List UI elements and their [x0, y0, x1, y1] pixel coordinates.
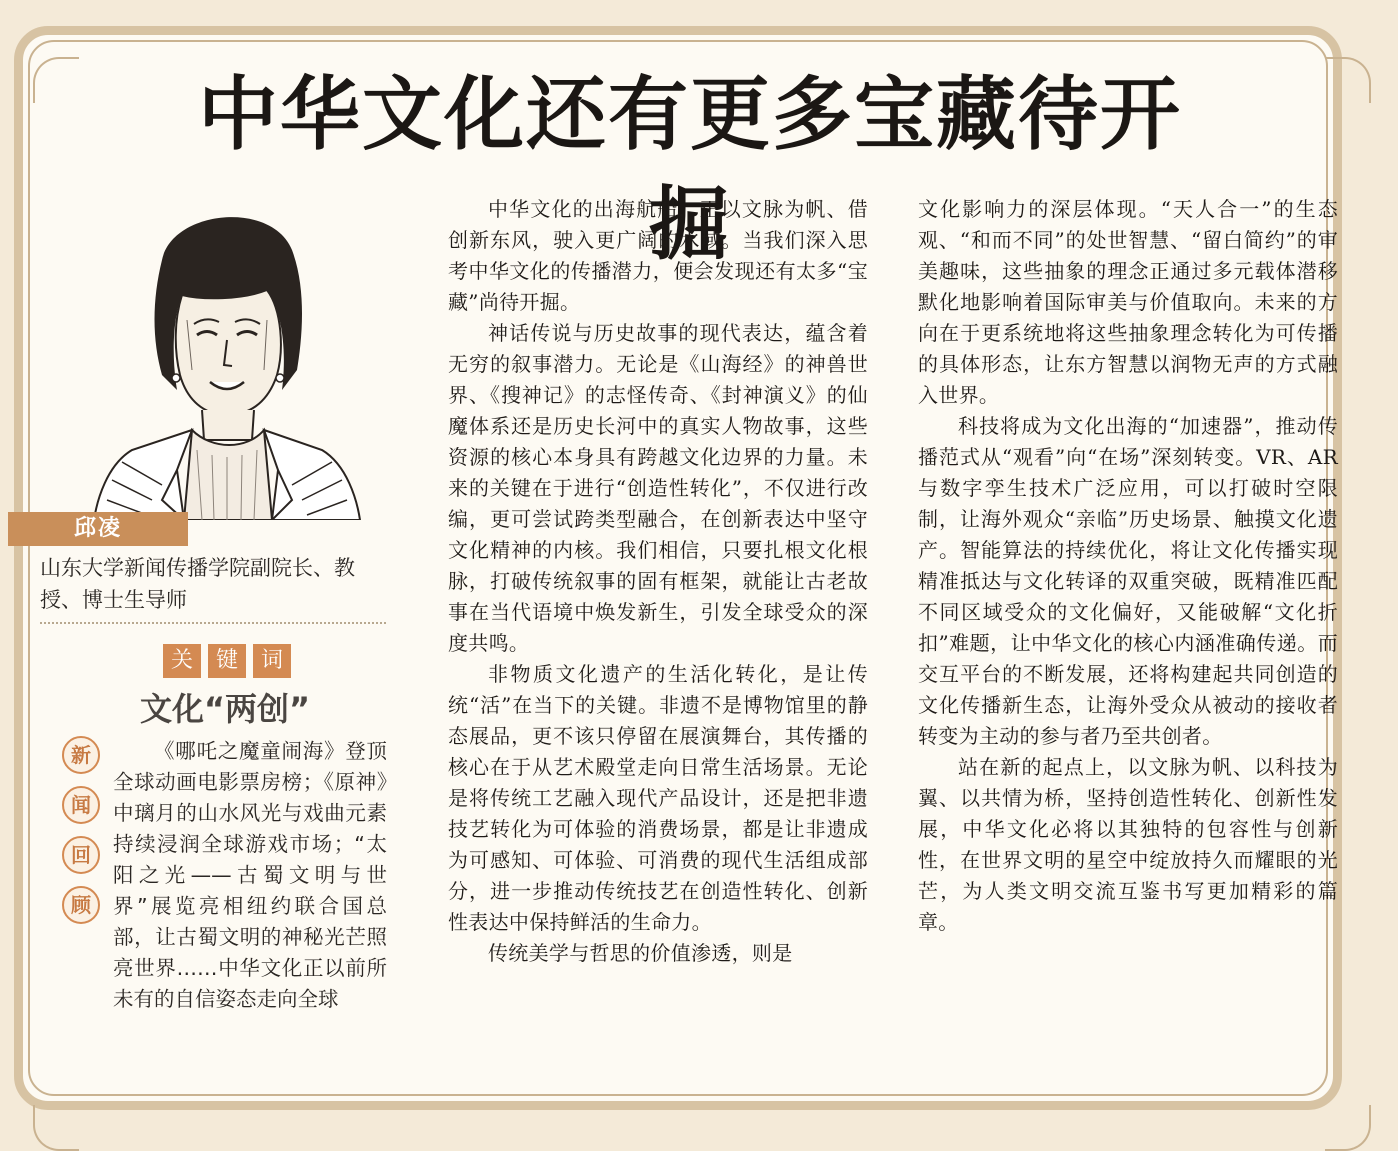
article-paragraph: 文化影响力的深层体现。“天人合一”的生态观、“和而不同”的处世智慧、“留白简约”的审美趣味，这些抽象的理念正通过多元载体潜移默化地影响着国际审美与价值取向。未来的方向在于更系统地将这些抽象理念转化为可传播的具体形态，让东方智慧以润物无声的方式融入世界。	[918, 197, 1338, 407]
news-review-badge: 闻	[62, 786, 100, 824]
article-paragraph: 科技将成为文化出海的“加速器”，推动传播范式从“观看”向“在场”深刻转变。VR、AR与数字孪生技术广泛应用，可以打破时空限制，让海外观众“亲临”历史场景、触摸文化遗产。智能算法的持续优化，将让文化传播实现精准抵达与文化转译的双重突破，既精准匹配不同区域受众的文化偏好，又能破解“文化折扣”难题，让中华文化的核心内涵准确传递。而交互平台的不断发展，还将构建起共同创造的文化传播新生态，让海外受众从被动的接收者转变为主动的参与者乃至共创者。	[918, 414, 1338, 748]
author-title: 山东大学新闻传播学院副院长、教授、博士生导师	[40, 556, 355, 612]
article-paragraph: 神话传说与历史故事的现代表达，蕴含着无穷的叙事潜力。无论是《山海经》的神兽世界、《搜神记》的志怪传奇、《封神演义》的仙魔体系还是历史长河中的真实人物故事，这些资源的核心本身具有跨越文化边界的力量。未来的关键在于进行“创造性转化”，不仅进行改编，更可尝试跨类型融合，在创新表达中坚守文化精神的内核。我们相信，只要扎根文化根脉，打破传统叙事的固有框架，就能让古老故事在当代语境中焕发新生，引发全球受众的深度共鸣。	[448, 321, 868, 655]
news-review-badges	[62, 736, 102, 936]
news-review-badge: 新	[62, 736, 100, 774]
dotted-divider	[40, 622, 386, 624]
frame-corner-top-right	[1325, 57, 1371, 103]
author-portrait-sketch-icon	[92, 200, 362, 520]
keyword-label-char: 关	[163, 644, 201, 678]
author-name-tag: 邱凌	[8, 512, 188, 546]
frame-corner-bottom-left	[33, 1105, 79, 1151]
news-review-text: 《哪吒之魔童闹海》登顶全球动画电影票房榜；《原神》中璃月的山水风光与戏曲元素持续浸润全球游戏市场；“太阳之光——古蜀文明与世界”展览亮相纽约联合国总部，让古蜀文明的神秘光芒照亮世界……中华文化正以前所未有的自信姿态走向全球	[113, 739, 387, 1011]
keyword-label-char: 键	[208, 644, 246, 678]
article-column-1	[448, 194, 868, 1044]
keyword-label	[163, 644, 293, 678]
keyword-text: 文化“两创”	[139, 690, 311, 728]
news-review-badge: 顾	[62, 886, 100, 924]
article-paragraph: 传统美学与哲思的价值渗透，则是	[488, 941, 793, 965]
article-paragraph: 中华文化的出海航船，正以文脉为帆、借创新东风，驶入更广阔的水域。当我们深入思考中华文化的传播潜力，便会发现还有太多“宝藏”尚待开掘。	[448, 197, 868, 314]
frame-corner-bottom-right	[1325, 1105, 1371, 1151]
keyword-label-char: 词	[253, 644, 291, 678]
article-column-2	[918, 194, 1338, 1044]
article-paragraph: 非物质文化遗产的生活化转化，是让传统“活”在当下的关键。非遗不是博物馆里的静态展品，更不该只停留在展演舞台，其传播的核心在于从艺术殿堂走向日常生活场景。无论是将传统工艺融入现代产品设计，还是把非遗技艺转化为可体验的消费场景，都是让非遗成为可感知、可体验、可消费的现代生活组成部分，进一步推动传统技艺在创造性转化、创新性表达中保持鲜活的生命力。	[448, 662, 868, 934]
news-review-badge: 回	[62, 836, 100, 874]
article-paragraph: 站在新的起点上，以文脉为帆、以科技为翼、以共情为桥，坚持创造性转化、创新性发展，中华文化必将以其独特的包容性与创新性，在世界文明的星空中绽放持久而耀眼的光芒，为人类文明交流互鉴书写更加精彩的篇章。	[918, 755, 1338, 934]
headline: 中华文化还有更多宝藏待开掘	[198, 68, 1182, 271]
